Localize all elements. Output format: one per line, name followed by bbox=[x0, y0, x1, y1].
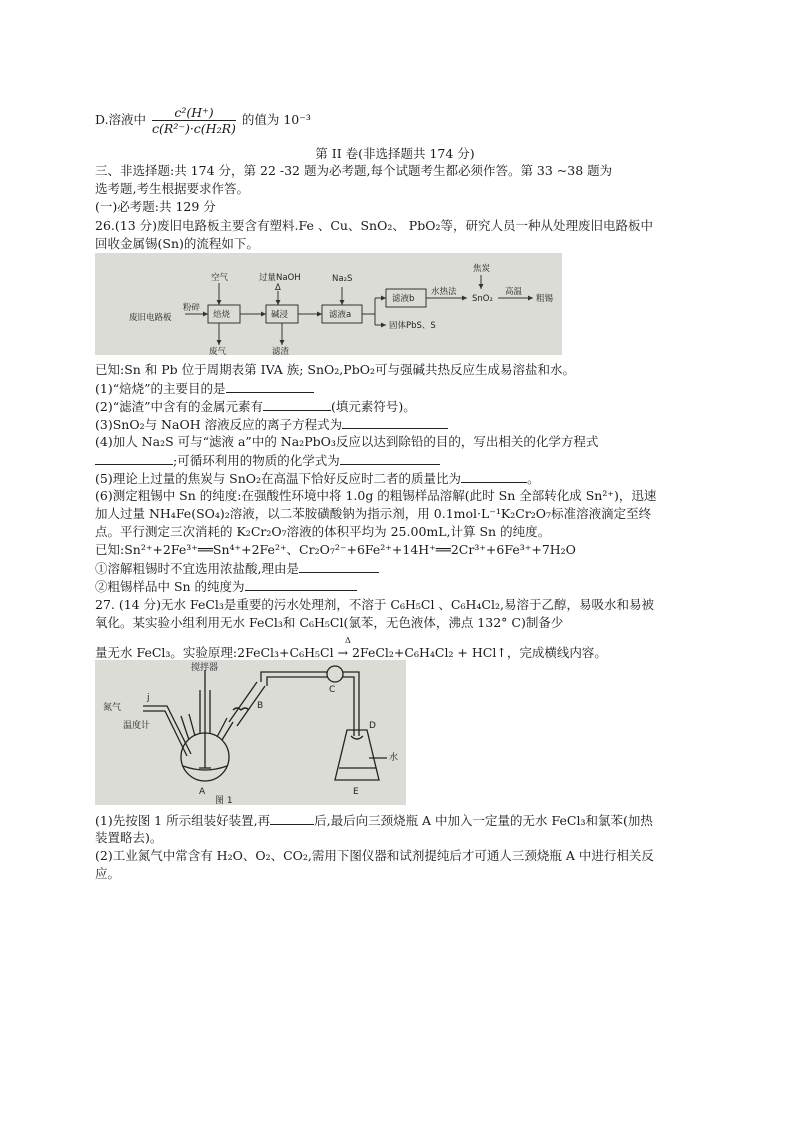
label-water: 水 bbox=[389, 753, 399, 763]
reaction-arrow: → bbox=[333, 645, 353, 660]
fraction-numerator: c²(H⁺) bbox=[152, 105, 236, 121]
label-coke: 焦炭 bbox=[473, 264, 491, 274]
label-b: B bbox=[257, 701, 264, 711]
q27-2a: (2)工业氮气中常含有 H₂O、O₂、CO₂,需用下图仪器和试剂提纯后才可通人三颈烧瓶 A 中进行相关反 bbox=[95, 848, 654, 863]
label-crush: 粉碎 bbox=[183, 303, 201, 313]
fraction-denominator: c(R²⁻)·c(H₂R) bbox=[152, 121, 236, 136]
q26-1 bbox=[95, 380, 314, 397]
figure-1-caption: 图 1 bbox=[215, 796, 233, 805]
q27-2b: 应。 bbox=[95, 866, 121, 881]
q26-2 bbox=[95, 398, 416, 415]
answer-blank bbox=[245, 578, 357, 591]
label-start: 废旧电路板 bbox=[129, 313, 172, 323]
option-d-prefix: D.溶液中 bbox=[95, 112, 147, 127]
q26-4: (4)加人 Na₂S 可与“滤液 a”中的 Na₂PbO₃反应以达到除铅的目的，写出相关的化学方程式 bbox=[95, 434, 599, 449]
q27-1-text: (1)先按图 1 所示组装好装置,再 bbox=[95, 813, 271, 828]
q27-1 bbox=[95, 812, 653, 829]
label-naoh: 过量NaOH bbox=[259, 273, 301, 283]
q26-6-2-text: ②粗锡样品中 Sn 的纯度为 bbox=[95, 579, 245, 594]
q26-6b: 加人过量 NH₄Fe(SO₄)₂溶液，以二苯胺磺酸钠为指示剂，用 0.1mol·L⁻¹K₂Cr₂O₇标准溶液滴定至终 bbox=[95, 506, 652, 521]
part3-line1: 三、非选择题:共 174 分，第 22 -32 题为必考题,每个试题考生都必须作答。第 33 ~38 题为 bbox=[95, 163, 613, 178]
q26-2-suffix: (填元素符号)。 bbox=[331, 399, 416, 414]
q27-line2: 氧化。某实验小组利用无水 FeCl₃和 C₆H₅Cl(氯苯，无色液体，沸点 132° C)制备少 bbox=[95, 615, 564, 630]
label-hydrothermal: 水热法 bbox=[431, 287, 457, 297]
section-2-title: 第 II 卷(非选择题共 174 分) bbox=[315, 146, 475, 161]
apparatus-svg bbox=[95, 660, 406, 805]
label-air: 空气 bbox=[211, 273, 229, 283]
part3-line2: 选考题,考生根据要求作答。 bbox=[95, 181, 249, 196]
label-a: A bbox=[199, 787, 206, 797]
q26-2-text: (2)“滤渣”中含有的金属元素有 bbox=[95, 399, 263, 414]
q27-line3-b: 2FeCl₂+C₆H₄Cl₂ + HCl↑，完成横线内容。 bbox=[352, 645, 607, 660]
answer-blank bbox=[226, 380, 314, 393]
apparatus-figure bbox=[95, 660, 406, 805]
label-sno2: SnO₂ bbox=[472, 294, 493, 304]
label-d: D bbox=[369, 721, 376, 731]
label-j: j bbox=[147, 693, 150, 703]
q26-6-1 bbox=[95, 560, 379, 577]
label-stirrer: 搅拌器 bbox=[191, 663, 219, 673]
q26-3-text: (3)SnO₂与 NaOH 溶液反应的离子方程式为 bbox=[95, 417, 343, 432]
q26-4b bbox=[95, 452, 440, 469]
label-high-temp: 高温 bbox=[505, 287, 523, 297]
label-gas: 废气 bbox=[209, 347, 227, 355]
q26-6-2 bbox=[95, 578, 357, 595]
answer-blank bbox=[342, 416, 448, 429]
answer-blank bbox=[461, 470, 527, 483]
answer-blank bbox=[299, 560, 379, 573]
answer-blank bbox=[340, 452, 440, 465]
label-solid: 固体PbS、S bbox=[389, 321, 436, 331]
q26-5 bbox=[95, 470, 540, 487]
drying-tube-c bbox=[327, 666, 343, 682]
label-product: 粗锡 bbox=[536, 294, 554, 304]
q26-3 bbox=[95, 416, 448, 433]
q27-1c: 装置略去)。 bbox=[95, 830, 163, 845]
q26-5-text: (5)理论上过量的焦炭与 SnO₂在高温下恰好反应时二者的质量比为 bbox=[95, 471, 462, 486]
option-d bbox=[95, 100, 311, 140]
q27-line3 bbox=[95, 645, 607, 661]
q26-6a: (6)测定粗锡中 Sn 的纯度:在强酸性环境中将 1.0g 的粗锡样品溶解(此时 Sn 全部转化成 Sn²⁺)，迅速 bbox=[95, 488, 657, 503]
label-e: E bbox=[353, 787, 359, 797]
label-filtrate-b: 滤液b bbox=[392, 294, 415, 304]
label-filtrate-a: 滤液a bbox=[329, 310, 352, 320]
label-residue: 滤渣 bbox=[272, 347, 290, 355]
known-2: 已知:Sn²⁺+2Fe³⁺══Sn⁴⁺+2Fe²⁺、Cr₂O₇²⁻+6Fe²⁺+14H⁺══2Cr³⁺+6Fe³⁺+7H₂O bbox=[95, 542, 576, 557]
q27-line1: 27. (14 分)无水 FeCl₃是重要的污水处理剂，不溶于 C₆H₅Cl 、C₆H₄Cl₂,易溶于乙醇，易吸水和易被 bbox=[95, 597, 654, 612]
option-d-fraction bbox=[152, 105, 236, 136]
option-d-suffix: 的值为 10⁻³ bbox=[241, 112, 311, 127]
q26-line1: 26.(13 分)废旧电路板主要含有塑料.Fe 、Cu、SnO₂、 PbO₂等，研究人员一种从处理废旧电路板中 bbox=[95, 218, 653, 233]
label-c: C bbox=[329, 685, 336, 695]
label-nitrogen: 氮气 bbox=[103, 703, 122, 713]
q26-1-text: (1)“焙烧”的主要目的是 bbox=[95, 381, 226, 396]
q26-5-suffix: 。 bbox=[527, 471, 540, 486]
q26-6-1-text: ①溶解粗锡时不宜选用浓盐酸,理由是 bbox=[95, 561, 299, 576]
flowchart-svg bbox=[95, 253, 562, 355]
known-1: 已知:Sn 和 Pb 位于周期表第 IVA 族; SnO₂,PbO₂可与强碱共热反应生成易溶盐和水。 bbox=[95, 362, 575, 377]
q26-line2: 回收金属锡(Sn)的流程如下。 bbox=[95, 236, 259, 251]
answer-blank bbox=[263, 398, 331, 411]
conical-flask-e bbox=[335, 730, 379, 780]
q27-line3-a: 量无水 FeCl₃。实验原理:2FeCl₃+C₆H₅Cl bbox=[95, 645, 334, 660]
q26-6c: 点。平行测定三次消耗的 K₂Cr₂O₇溶液的体积平均为 25.00mL,计算 Sn 的纯度。 bbox=[95, 524, 551, 539]
label-thermometer: 温度计 bbox=[123, 721, 151, 731]
label-heat: Δ bbox=[275, 283, 281, 293]
answer-blank bbox=[270, 812, 314, 825]
process-flowchart bbox=[95, 253, 562, 355]
label-alkali: 碱浸 bbox=[271, 310, 289, 320]
answer-blank bbox=[95, 452, 173, 465]
q26-4b-text: ;可循环利用的物质的化学式为 bbox=[173, 453, 340, 468]
q27-delta: Δ bbox=[345, 636, 351, 645]
required-heading: (一)必考题:共 129 分 bbox=[95, 199, 216, 214]
label-na2s: Na₂S bbox=[332, 274, 353, 284]
q27-1-suffix: 后,最后向三颈烧瓶 A 中加入一定量的无水 FeCl₃和氯苯(加热 bbox=[314, 813, 653, 828]
label-roast: 焙烧 bbox=[213, 310, 231, 320]
